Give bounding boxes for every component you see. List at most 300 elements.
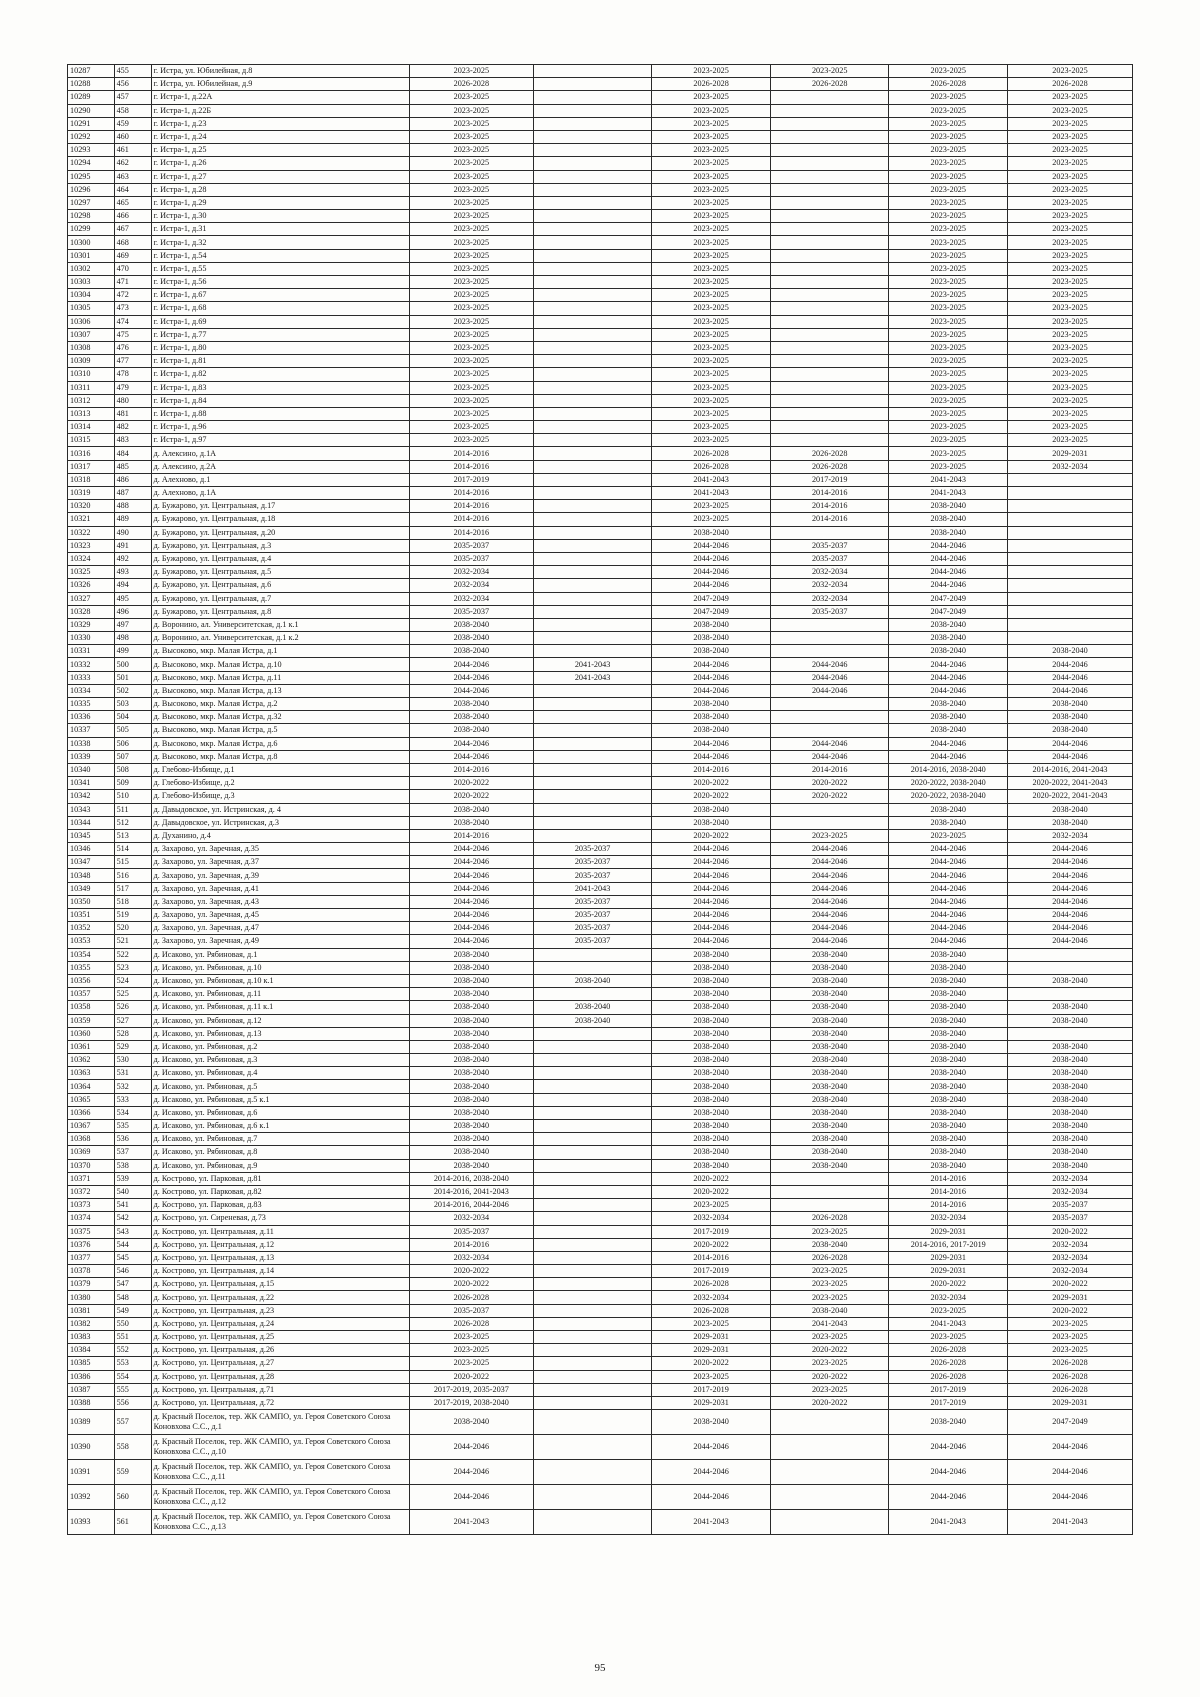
- period-col-7-cell: 2026-2028: [770, 447, 889, 460]
- period-col-6-cell: 2038-2040: [652, 1410, 771, 1435]
- period-col-4-cell: 2014-2016: [409, 460, 533, 473]
- period-col-8-cell: 2023-2025: [889, 262, 1008, 275]
- table-row: [68, 1304, 1133, 1317]
- table-row: [68, 1014, 1133, 1027]
- period-col-8-cell: 2038-2040: [889, 948, 1008, 961]
- period-col-8-cell: 2044-2046: [889, 539, 1008, 552]
- period-col-7-cell: [770, 618, 889, 631]
- address-cell: г. Истра-1, д.84: [151, 394, 409, 407]
- schedule-table: [67, 64, 1133, 1535]
- table-row: [68, 421, 1133, 434]
- table-row: [68, 1120, 1133, 1133]
- period-col-6-cell: 2044-2046: [652, 684, 771, 697]
- period-col-4-cell: 2023-2025: [409, 170, 533, 183]
- period-col-6-cell: 2023-2025: [652, 223, 771, 236]
- item-number-cell: 525: [114, 988, 151, 1001]
- item-number-cell: 542: [114, 1212, 151, 1225]
- period-col-4-cell: 2017-2019, 2038-2040: [409, 1396, 533, 1409]
- row-number-cell: 10314: [68, 421, 115, 434]
- period-col-6-cell: 2038-2040: [652, 1106, 771, 1119]
- period-col-5-cell: [533, 698, 652, 711]
- address-cell: д. Исаково, ул. Рябиновая, д.7: [151, 1133, 409, 1146]
- address-cell: д. Исаково, ул. Рябиновая, д.11 к.1: [151, 1001, 409, 1014]
- page-number: 95: [594, 1662, 606, 1674]
- period-col-5-cell: 2041-2043: [533, 671, 652, 684]
- item-number-cell: 543: [114, 1225, 151, 1238]
- period-col-4-cell: 2044-2046: [409, 922, 533, 935]
- address-cell: д. Алексино, д.2А: [151, 460, 409, 473]
- period-col-5-cell: [533, 948, 652, 961]
- period-col-6-cell: 2026-2028: [652, 460, 771, 473]
- period-col-6-cell: 2023-2025: [652, 381, 771, 394]
- period-col-6-cell: 2047-2049: [652, 592, 771, 605]
- period-col-5-cell: [533, 1410, 652, 1435]
- address-cell: г. Истра-1, д.26: [151, 157, 409, 170]
- item-number-cell: 455: [114, 65, 151, 78]
- address-cell: г. Истра-1, д.32: [151, 236, 409, 249]
- address-cell: д. Бужарово, ул. Центральная, д.17: [151, 500, 409, 513]
- period-col-8-cell: 2038-2040: [889, 1014, 1008, 1027]
- row-number-cell: 10328: [68, 605, 115, 618]
- period-col-4-cell: 2038-2040: [409, 1146, 533, 1159]
- period-col-6-cell: 2038-2040: [652, 948, 771, 961]
- period-col-6-cell: 2044-2046: [652, 895, 771, 908]
- item-number-cell: 495: [114, 592, 151, 605]
- period-col-9-cell: 2038-2040: [1008, 1159, 1133, 1172]
- item-number-cell: 483: [114, 434, 151, 447]
- row-number-cell: 10341: [68, 777, 115, 790]
- period-col-9-cell: [1008, 948, 1133, 961]
- period-col-7-cell: 2023-2025: [770, 1278, 889, 1291]
- address-cell: д. Высоково, мкр. Малая Истра, д.5: [151, 724, 409, 737]
- period-col-4-cell: 2014-2016: [409, 500, 533, 513]
- period-col-6-cell: 2023-2025: [652, 183, 771, 196]
- row-number-cell: 10336: [68, 711, 115, 724]
- period-col-8-cell: 2023-2025: [889, 341, 1008, 354]
- period-col-9-cell: 2023-2025: [1008, 394, 1133, 407]
- table-row: [68, 1357, 1133, 1370]
- period-col-6-cell: 2044-2046: [652, 909, 771, 922]
- period-col-9-cell: 2032-2034: [1008, 1251, 1133, 1264]
- period-col-9-cell: [1008, 605, 1133, 618]
- item-number-cell: 497: [114, 618, 151, 631]
- period-col-7-cell: [770, 104, 889, 117]
- period-col-4-cell: 2038-2040: [409, 1001, 533, 1014]
- period-col-7-cell: [770, 130, 889, 143]
- period-col-8-cell: 2038-2040: [889, 618, 1008, 631]
- item-number-cell: 500: [114, 658, 151, 671]
- period-col-5-cell: [533, 988, 652, 1001]
- period-col-6-cell: 2038-2040: [652, 1001, 771, 1014]
- table-row: [68, 566, 1133, 579]
- address-cell: г. Истра-1, д.69: [151, 315, 409, 328]
- item-number-cell: 486: [114, 473, 151, 486]
- address-cell: г. Истра-1, д.22А: [151, 91, 409, 104]
- period-col-8-cell: 2038-2040: [889, 1080, 1008, 1093]
- period-col-6-cell: 2038-2040: [652, 526, 771, 539]
- row-number-cell: 10362: [68, 1054, 115, 1067]
- period-col-9-cell: 2023-2025: [1008, 262, 1133, 275]
- item-number-cell: 469: [114, 249, 151, 262]
- period-col-5-cell: 2035-2037: [533, 895, 652, 908]
- period-col-6-cell: 2038-2040: [652, 645, 771, 658]
- period-col-5-cell: [533, 1278, 652, 1291]
- period-col-4-cell: 2035-2037: [409, 539, 533, 552]
- period-col-5-cell: [533, 104, 652, 117]
- period-col-8-cell: 2044-2046: [889, 566, 1008, 579]
- row-number-cell: 10389: [68, 1410, 115, 1435]
- item-number-cell: 505: [114, 724, 151, 737]
- period-col-8-cell: 2044-2046: [889, 1460, 1008, 1485]
- period-col-7-cell: 2044-2046: [770, 869, 889, 882]
- address-cell: д. Исаково, ул. Рябиновая, д.8: [151, 1146, 409, 1159]
- row-number-cell: 10294: [68, 157, 115, 170]
- period-col-7-cell: 2026-2028: [770, 78, 889, 91]
- table-row: [68, 895, 1133, 908]
- period-col-9-cell: 2023-2025: [1008, 236, 1133, 249]
- period-col-4-cell: 2023-2025: [409, 223, 533, 236]
- period-col-5-cell: [533, 763, 652, 776]
- period-col-9-cell: 2026-2028: [1008, 1370, 1133, 1383]
- period-col-8-cell: 2044-2046: [889, 922, 1008, 935]
- table-row: [68, 1344, 1133, 1357]
- item-number-cell: 492: [114, 552, 151, 565]
- period-col-8-cell: 2026-2028: [889, 78, 1008, 91]
- period-col-5-cell: [533, 579, 652, 592]
- address-cell: г. Истра-1, д.56: [151, 276, 409, 289]
- item-number-cell: 551: [114, 1331, 151, 1344]
- period-col-8-cell: 2014-2016: [889, 1199, 1008, 1212]
- period-col-9-cell: [1008, 487, 1133, 500]
- period-col-4-cell: 2038-2040: [409, 948, 533, 961]
- table-row: [68, 144, 1133, 157]
- period-col-8-cell: 2029-2031: [889, 1251, 1008, 1264]
- period-col-6-cell: 2038-2040: [652, 1146, 771, 1159]
- period-col-5-cell: [533, 196, 652, 209]
- period-col-4-cell: 2023-2025: [409, 91, 533, 104]
- row-number-cell: 10316: [68, 447, 115, 460]
- table-row: [68, 1383, 1133, 1396]
- table-row: [68, 394, 1133, 407]
- period-col-7-cell: 2038-2040: [770, 1040, 889, 1053]
- period-col-4-cell: 2014-2016: [409, 1238, 533, 1251]
- period-col-8-cell: 2044-2046: [889, 856, 1008, 869]
- row-number-cell: 10386: [68, 1370, 115, 1383]
- address-cell: д. Воронино, ал. Университетская, д.1 к.1: [151, 618, 409, 631]
- address-cell: г. Истра-1, д.88: [151, 407, 409, 420]
- row-number-cell: 10378: [68, 1265, 115, 1278]
- period-col-9-cell: 2023-2025: [1008, 196, 1133, 209]
- item-number-cell: 514: [114, 843, 151, 856]
- period-col-5-cell: [533, 513, 652, 526]
- period-col-4-cell: 2035-2037: [409, 605, 533, 618]
- period-col-4-cell: 2035-2037: [409, 552, 533, 565]
- period-col-4-cell: 2023-2025: [409, 196, 533, 209]
- period-col-8-cell: 2044-2046: [889, 684, 1008, 697]
- period-col-8-cell: 2023-2025: [889, 196, 1008, 209]
- period-col-9-cell: 2020-2022, 2041-2043: [1008, 790, 1133, 803]
- period-col-7-cell: 2014-2016: [770, 487, 889, 500]
- period-col-4-cell: 2023-2025: [409, 157, 533, 170]
- period-col-5-cell: [533, 1146, 652, 1159]
- period-col-8-cell: 2041-2043: [889, 1510, 1008, 1535]
- period-col-6-cell: 2038-2040: [652, 698, 771, 711]
- row-number-cell: 10329: [68, 618, 115, 631]
- period-col-6-cell: 2041-2043: [652, 473, 771, 486]
- period-col-4-cell: 2044-2046: [409, 856, 533, 869]
- period-col-6-cell: 2023-2025: [652, 117, 771, 130]
- row-number-cell: 10335: [68, 698, 115, 711]
- row-number-cell: 10360: [68, 1027, 115, 1040]
- period-col-6-cell: 2023-2025: [652, 394, 771, 407]
- period-col-4-cell: 2023-2025: [409, 117, 533, 130]
- period-col-6-cell: 2023-2025: [652, 157, 771, 170]
- address-cell: г. Истра-1, д.67: [151, 289, 409, 302]
- period-col-4-cell: 2023-2025: [409, 434, 533, 447]
- period-col-5-cell: [533, 1106, 652, 1119]
- row-number-cell: 10358: [68, 1001, 115, 1014]
- row-number-cell: 10304: [68, 289, 115, 302]
- period-col-4-cell: 2023-2025: [409, 249, 533, 262]
- item-number-cell: 550: [114, 1317, 151, 1330]
- period-col-6-cell: 2044-2046: [652, 869, 771, 882]
- period-col-4-cell: 2038-2040: [409, 618, 533, 631]
- address-cell: г. Истра-1, д.81: [151, 355, 409, 368]
- period-col-8-cell: 2044-2046: [889, 869, 1008, 882]
- period-col-6-cell: 2044-2046: [652, 843, 771, 856]
- period-col-6-cell: 2023-2025: [652, 170, 771, 183]
- period-col-8-cell: 2044-2046: [889, 1485, 1008, 1510]
- period-col-9-cell: 2023-2025: [1008, 144, 1133, 157]
- period-col-4-cell: 2038-2040: [409, 1040, 533, 1053]
- period-col-6-cell: 2023-2025: [652, 262, 771, 275]
- row-number-cell: 10306: [68, 315, 115, 328]
- period-col-9-cell: [1008, 513, 1133, 526]
- period-col-4-cell: 2044-2046: [409, 882, 533, 895]
- address-cell: д. Захарово, ул. Заречная, д.39: [151, 869, 409, 882]
- period-col-8-cell: 2023-2025: [889, 117, 1008, 130]
- period-col-8-cell: 2014-2016, 2038-2040: [889, 763, 1008, 776]
- period-col-4-cell: 2023-2025: [409, 276, 533, 289]
- period-col-7-cell: 2020-2022: [770, 1396, 889, 1409]
- period-col-5-cell: [533, 1133, 652, 1146]
- period-col-8-cell: 2023-2025: [889, 460, 1008, 473]
- period-col-4-cell: 2038-2040: [409, 988, 533, 1001]
- period-col-9-cell: 2044-2046: [1008, 935, 1133, 948]
- period-col-8-cell: 2038-2040: [889, 1040, 1008, 1053]
- period-col-9-cell: 2023-2025: [1008, 1331, 1133, 1344]
- row-number-cell: 10293: [68, 144, 115, 157]
- address-cell: д. Глебово-Избище, д.3: [151, 790, 409, 803]
- item-number-cell: 518: [114, 895, 151, 908]
- row-number-cell: 10385: [68, 1357, 115, 1370]
- item-number-cell: 489: [114, 513, 151, 526]
- row-number-cell: 10317: [68, 460, 115, 473]
- period-col-6-cell: 2023-2025: [652, 91, 771, 104]
- period-col-6-cell: 2032-2034: [652, 1212, 771, 1225]
- period-col-8-cell: 2038-2040: [889, 724, 1008, 737]
- period-col-9-cell: 2044-2046: [1008, 671, 1133, 684]
- period-col-9-cell: 2038-2040: [1008, 1133, 1133, 1146]
- period-col-9-cell: [1008, 566, 1133, 579]
- period-col-4-cell: 2023-2025: [409, 394, 533, 407]
- address-cell: д. Высоково, мкр. Малая Истра, д.13: [151, 684, 409, 697]
- period-col-5-cell: [533, 236, 652, 249]
- table-row: [68, 407, 1133, 420]
- period-col-6-cell: 2038-2040: [652, 1054, 771, 1067]
- period-col-8-cell: 2023-2025: [889, 355, 1008, 368]
- address-cell: г. Истра-1, д.31: [151, 223, 409, 236]
- table-row: [68, 91, 1133, 104]
- address-cell: д. Исаково, ул. Рябиновая, д.5: [151, 1080, 409, 1093]
- item-number-cell: 480: [114, 394, 151, 407]
- period-col-8-cell: 2032-2034: [889, 1291, 1008, 1304]
- period-col-5-cell: [533, 1510, 652, 1535]
- table-row: [68, 183, 1133, 196]
- item-number-cell: 461: [114, 144, 151, 157]
- period-col-7-cell: [770, 407, 889, 420]
- item-number-cell: 490: [114, 526, 151, 539]
- row-number-cell: 10321: [68, 513, 115, 526]
- period-col-6-cell: 2023-2025: [652, 368, 771, 381]
- period-col-7-cell: 2014-2016: [770, 763, 889, 776]
- period-col-7-cell: 2044-2046: [770, 658, 889, 671]
- item-number-cell: 460: [114, 130, 151, 143]
- table-row: [68, 829, 1133, 842]
- period-col-5-cell: [533, 1331, 652, 1344]
- row-number-cell: 10382: [68, 1317, 115, 1330]
- period-col-7-cell: 2032-2034: [770, 592, 889, 605]
- period-col-8-cell: 2014-2016: [889, 1185, 1008, 1198]
- period-col-5-cell: [533, 249, 652, 262]
- period-col-4-cell: 2023-2025: [409, 315, 533, 328]
- item-number-cell: 496: [114, 605, 151, 618]
- period-col-9-cell: 2023-2025: [1008, 91, 1133, 104]
- period-col-9-cell: 2044-2046: [1008, 856, 1133, 869]
- period-col-7-cell: [770, 698, 889, 711]
- item-number-cell: 540: [114, 1185, 151, 1198]
- address-cell: д. Исаково, ул. Рябиновая, д.2: [151, 1040, 409, 1053]
- period-col-9-cell: 2044-2046: [1008, 843, 1133, 856]
- item-number-cell: 515: [114, 856, 151, 869]
- period-col-4-cell: 2023-2025: [409, 421, 533, 434]
- period-col-4-cell: 2038-2040: [409, 1410, 533, 1435]
- item-number-cell: 520: [114, 922, 151, 935]
- period-col-6-cell: 2023-2025: [652, 276, 771, 289]
- period-col-8-cell: 2038-2040: [889, 1120, 1008, 1133]
- period-col-6-cell: 2044-2046: [652, 566, 771, 579]
- table-row: [68, 78, 1133, 91]
- period-col-8-cell: 2038-2040: [889, 1410, 1008, 1435]
- item-number-cell: 476: [114, 341, 151, 354]
- table-row: [68, 1331, 1133, 1344]
- address-cell: д. Исаково, ул. Рябиновая, д.11: [151, 988, 409, 1001]
- period-col-4-cell: 2038-2040: [409, 1159, 533, 1172]
- period-col-9-cell: 2023-2025: [1008, 381, 1133, 394]
- period-col-4-cell: 2038-2040: [409, 645, 533, 658]
- period-col-9-cell: 2032-2034: [1008, 1185, 1133, 1198]
- period-col-6-cell: 2044-2046: [652, 671, 771, 684]
- period-col-6-cell: 2023-2025: [652, 289, 771, 302]
- period-col-6-cell: 2038-2040: [652, 803, 771, 816]
- table-row: [68, 1027, 1133, 1040]
- period-col-9-cell: 2023-2025: [1008, 104, 1133, 117]
- period-col-9-cell: [1008, 618, 1133, 631]
- table-row: [68, 1510, 1133, 1535]
- period-col-8-cell: 2038-2040: [889, 803, 1008, 816]
- period-col-4-cell: 2032-2034: [409, 1251, 533, 1264]
- period-col-8-cell: 2044-2046: [889, 843, 1008, 856]
- period-col-9-cell: 2038-2040: [1008, 1014, 1133, 1027]
- period-col-9-cell: 2038-2040: [1008, 1067, 1133, 1080]
- item-number-cell: 501: [114, 671, 151, 684]
- period-col-6-cell: 2044-2046: [652, 579, 771, 592]
- period-col-6-cell: 2017-2019: [652, 1383, 771, 1396]
- period-col-6-cell: 2017-2019: [652, 1265, 771, 1278]
- table-row: [68, 328, 1133, 341]
- period-col-7-cell: 2020-2022: [770, 1370, 889, 1383]
- period-col-4-cell: 2038-2040: [409, 1014, 533, 1027]
- address-cell: д. Исаково, ул. Рябиновая, д.4: [151, 1067, 409, 1080]
- period-col-4-cell: 2044-2046: [409, 869, 533, 882]
- period-col-5-cell: 2035-2037: [533, 869, 652, 882]
- address-cell: д. Исаково, ул. Рябиновая, д.10 к.1: [151, 974, 409, 987]
- period-col-5-cell: [533, 526, 652, 539]
- period-col-9-cell: 2032-2034: [1008, 1265, 1133, 1278]
- address-cell: д. Кострово, ул. Центральная, д.71: [151, 1383, 409, 1396]
- period-col-9-cell: 2038-2040: [1008, 816, 1133, 829]
- period-col-6-cell: 2038-2040: [652, 1120, 771, 1133]
- period-col-6-cell: 2023-2025: [652, 104, 771, 117]
- period-col-7-cell: [770, 724, 889, 737]
- item-number-cell: 466: [114, 210, 151, 223]
- period-col-5-cell: 2035-2037: [533, 935, 652, 948]
- row-number-cell: 10364: [68, 1080, 115, 1093]
- period-col-7-cell: [770, 302, 889, 315]
- period-col-7-cell: 2041-2043: [770, 1317, 889, 1330]
- period-col-8-cell: 2026-2028: [889, 1344, 1008, 1357]
- period-col-7-cell: [770, 421, 889, 434]
- period-col-8-cell: 2038-2040: [889, 961, 1008, 974]
- period-col-7-cell: 2038-2040: [770, 1304, 889, 1317]
- period-col-8-cell: 2023-2025: [889, 302, 1008, 315]
- period-col-7-cell: 2038-2040: [770, 1106, 889, 1119]
- period-col-4-cell: 2038-2040: [409, 1067, 533, 1080]
- period-col-4-cell: 2038-2040: [409, 1027, 533, 1040]
- address-cell: г. Истра-1, д.68: [151, 302, 409, 315]
- period-col-4-cell: 2035-2037: [409, 1225, 533, 1238]
- period-col-8-cell: 2038-2040: [889, 1067, 1008, 1080]
- period-col-9-cell: 2029-2031: [1008, 1291, 1133, 1304]
- period-col-7-cell: 2026-2028: [770, 1212, 889, 1225]
- item-number-cell: 547: [114, 1278, 151, 1291]
- period-col-5-cell: 2038-2040: [533, 974, 652, 987]
- address-cell: д. Давыдовское, ул. Истринская, д. 4: [151, 803, 409, 816]
- period-col-7-cell: 2044-2046: [770, 737, 889, 750]
- table-row: [68, 869, 1133, 882]
- table-row: [68, 671, 1133, 684]
- period-col-9-cell: 2047-2049: [1008, 1410, 1133, 1435]
- period-col-7-cell: [770, 1172, 889, 1185]
- period-col-4-cell: 2020-2022: [409, 777, 533, 790]
- period-col-9-cell: 2038-2040: [1008, 724, 1133, 737]
- period-col-5-cell: [533, 1040, 652, 1053]
- row-number-cell: 10370: [68, 1159, 115, 1172]
- item-number-cell: 503: [114, 698, 151, 711]
- item-number-cell: 457: [114, 91, 151, 104]
- period-col-4-cell: 2038-2040: [409, 1120, 533, 1133]
- period-col-9-cell: [1008, 500, 1133, 513]
